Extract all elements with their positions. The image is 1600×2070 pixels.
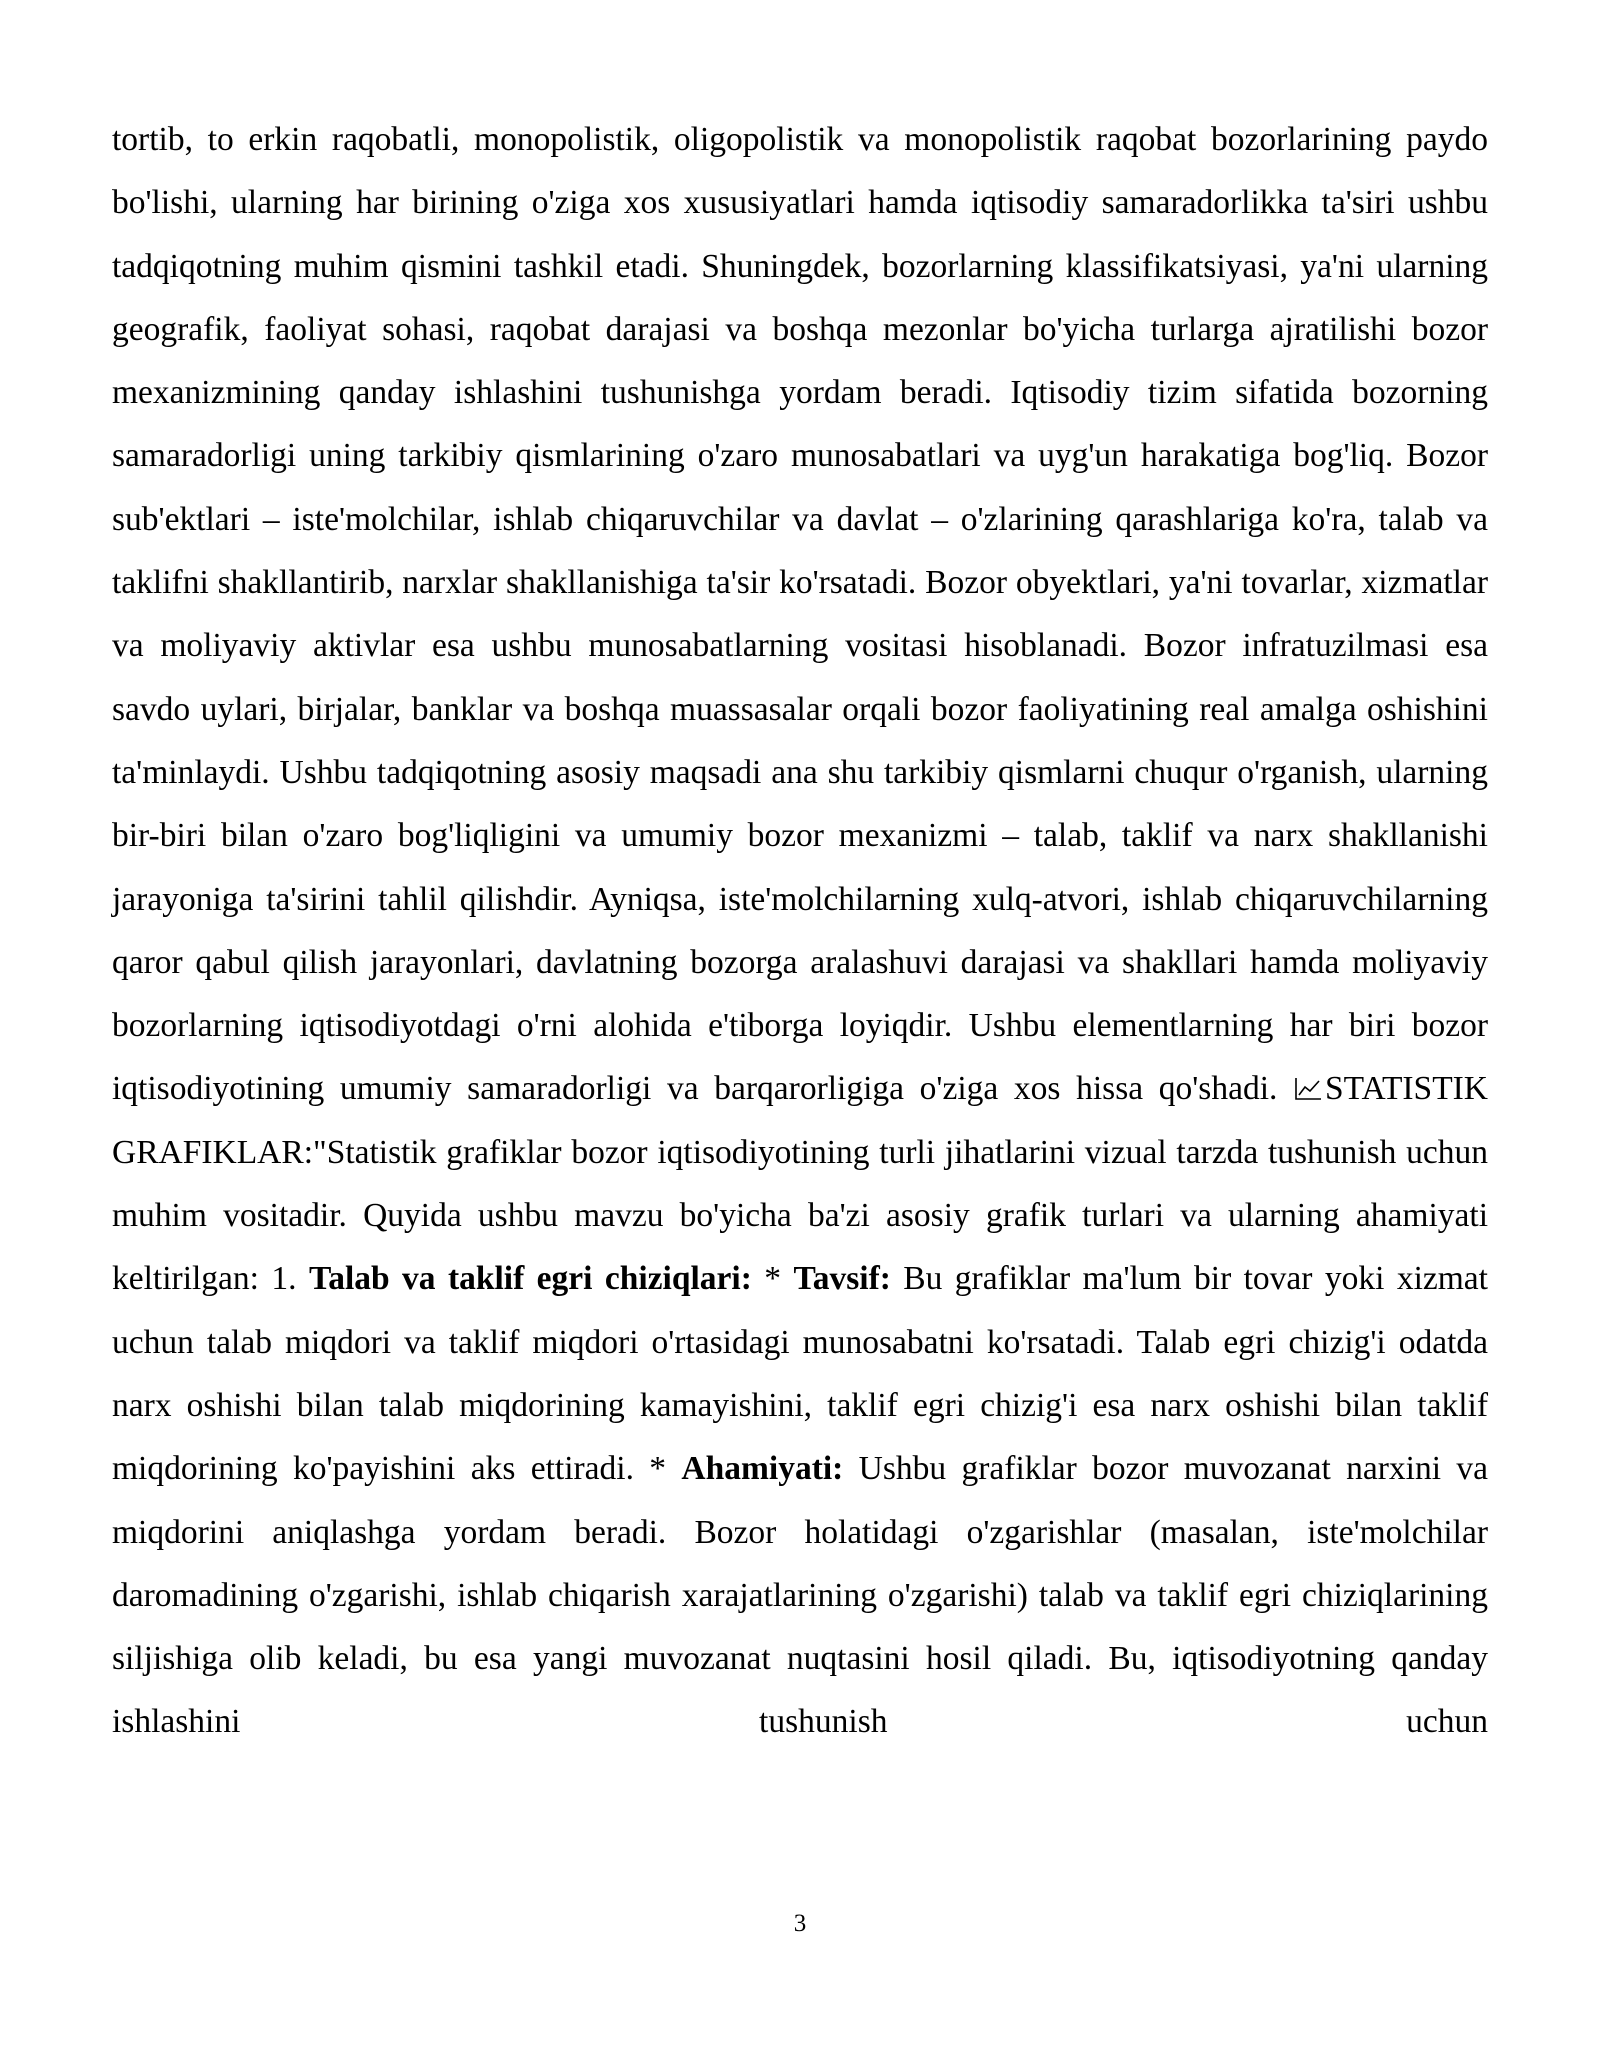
page-number: 3 — [793, 1910, 807, 1937]
paragraph-text-4: Bu grafiklar ma'lum bir tovar yoki xizmat uchun talab miqdori va taklif miqdori o'rtasidagi munosabatni ko'rsatadi. Talab egri chizig'i odatda narx oshishi bilan talab miqdorining kamayishini, taklif egri chizig'i esa narx oshishi bilan taklif miqdorining ko'payishini aks ettiradi. * — [112, 1260, 1488, 1488]
paragraph-text-2: STATISTIK GRAFIKLAR:"Statistik grafiklar bozor iqtisodiyotining turli jihatlarini vizual tarzda tushunish uchun muhim vositadir. Quyida ushbu mavzu bo'yicha ba'zi asosiy grafik turlari va ularning ahamiyati keltirilgan: 1. — [112, 1070, 1488, 1298]
paragraph-text-3: * — [751, 1260, 794, 1298]
chart-increasing-icon — [1293, 1076, 1323, 1102]
body-paragraph — [112, 108, 1488, 1754]
paragraph-text-1: tortib, to erkin raqobatli, monopolistik, oligopolistik va monopolistik raqobat bozorlarining paydo bo'lishi, ularning har birining o'ziga xos xususiyatlari hamda iqtisodiy samaradorlikka ta'siri ushbu tadqiqotning muhim qismini tashkil etadi. Shuningdek, bozorlarning klassifikatsiyasi, ya'ni ularning geografik, faoliyat sohasi, raqobat darajasi va boshqa mezonlar bo'yicha turlarga ajratilishi bozor mexanizmining qanday ishlashini tushunishga yordam beradi. Iqtisodiy tizim sifatida bozorning samaradorligi uning tarkibiy qismlarining o'zaro munosabatlari va uyg'un harakatiga bog'liq. Bozor sub'ektlari – iste'molchilar, ishlab chiqaruvchilar va davlat – o'zlarining qarashlariga ko'ra, talab va taklifni shakllantirib, narxlar shakllanishiga ta'sir ko'rsatadi. Bozor obyektlari, ya'ni tovarlar, xizmatlar va moliyaviy aktivlar esa ushbu munosabatlarning vositasi hisoblanadi. Bozor infratuzilmasi esa savdo uylari, birjalar, banklar va boshqa muassasalar orqali bozor faoliyatining real amalga oshishini ta'minlaydi. Ushbu tadqiqotning asosiy maqsadi ana shu tarkibiy qismlarni chuqur o'rganish, ularning bir-biri bilan o'zaro bog'liqligini va umumiy bozor mexanizmi – talab, taklif va narx shakllanishi jarayoniga ta'sirini tahlil qilishdir. Ayniqsa, iste'molchilarning xulq-atvori, ishlab chiqaruvchilarning qaror qabul qilish jarayonlari, davlatning bozorga aralashuvi darajasi va shakllari hamda moliyaviy bozorlarning iqtisodiyotdagi o'rni alohida e'tiborga loyiqdir. Ushbu elementlarning har biri bozor iqtisodiyotining umumiy samaradorligi va barqarorligiga o'ziga xos hissa qo'shadi. — [112, 121, 1488, 1108]
label-description: Tavsif: — [793, 1260, 891, 1298]
paragraph-text-5: Ushbu grafiklar bozor muvozanat narxini va miqdorini aniqlashga yordam beradi. Bozor holatidagi o'zgarishlar (masalan, iste'molchilar daromadining o'zgarishi, ishlab chiqarish xarajatlarining o'zgarishi) talab va taklif egri chiziqlarining siljishiga olib keladi, bu esa yangi muvozanat nuqtasini hosil qiladi. Bu, iqtisodiyotning qanday ishlashini tushunish uchun — [112, 1450, 1488, 1741]
label-importance: Ahamiyati: — [681, 1450, 844, 1488]
heading-supply-demand: Talab va taklif egri chiziqlari: — [308, 1260, 752, 1298]
